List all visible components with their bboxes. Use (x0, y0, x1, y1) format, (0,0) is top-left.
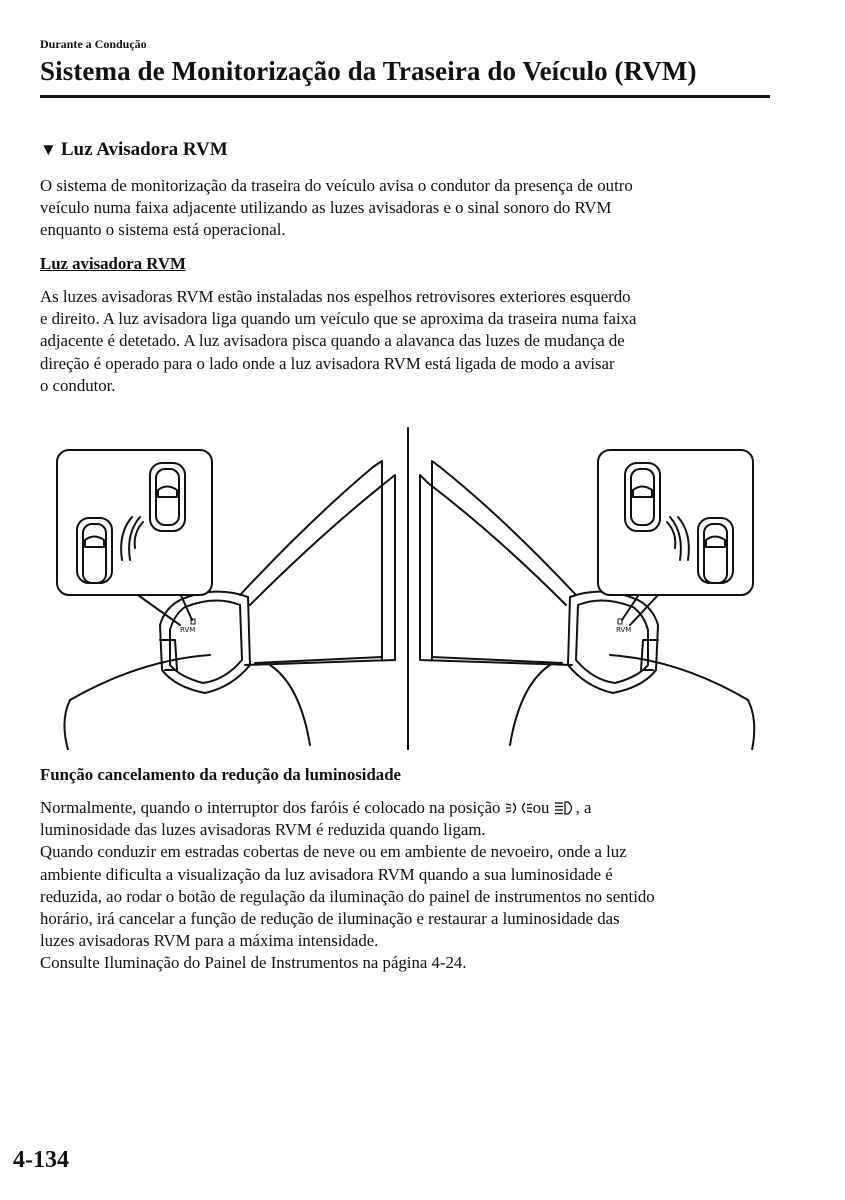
dimming-line: Consulte Iluminação do Painel de Instrumentos na página 4-24. (40, 953, 467, 973)
intro-line: veículo numa faixa adjacente utilizando as luzes avisadoras e o sinal sonoro do RVM (40, 198, 612, 218)
dimming-line (40, 797, 780, 819)
rvm-light-subheading: Luz avisadora RVM (40, 254, 186, 273)
parking-light-icon (505, 800, 533, 816)
headlight-icon (554, 800, 576, 816)
dimming-line: luminosidade das luzes avisadoras RVM é reduzida quando ligam. (40, 820, 486, 840)
title-rule (40, 95, 770, 98)
warning-light-heading (40, 139, 228, 161)
left-mirror-rvm-label: RVM (180, 626, 196, 634)
body-line: As luzes avisadoras RVM estão instaladas nos espelhos retrovisores exteriores esquerdo (40, 287, 631, 306)
body-line: adjacente é detetado. A luz avisadora pisca quando a alavanca das luzes de mudança de (40, 331, 625, 351)
mirror-illustration-svg (40, 425, 780, 750)
body-line: direção é operado para o lado onde a luz avisadora RVM está ligada de modo a avisar (40, 353, 615, 373)
dimming-line1-before: Normalmente, quando o interruptor dos faróis é colocado na posição (40, 798, 505, 817)
dimming-line1-after: , a (575, 798, 592, 817)
dimming-line: ambiente dificulta a visualização da luz avisadora RVM quando a sua luminosidade é (40, 864, 613, 884)
intro-line: enquanto o sistema está operacional. (40, 220, 286, 240)
rvm-light-paragraph (40, 286, 780, 397)
right-mirror-scene (420, 450, 754, 750)
mirror-illustration (40, 425, 780, 750)
triangle-marker-icon: ▼ (40, 140, 57, 159)
intro-line: O sistema de monitorização da traseira do veículo avisa o condutor da presença de outro (40, 176, 633, 195)
section-label: Durante a Condução (40, 37, 147, 51)
body-line: o condutor. (40, 375, 116, 395)
dimming-line: luzes avisadoras RVM para a máxima intensidade. (40, 931, 379, 951)
dimming-line: reduzida, ao rodar o botão de regulação da iluminação do painel de instrumentos no sentido (40, 886, 655, 906)
intro-paragraph (40, 175, 780, 242)
dimming-paragraph (40, 797, 780, 975)
dimming-line: Quando conduzir em estradas cobertas de neve ou em ambiente de nevoeiro, onde a luz (40, 842, 627, 862)
page-number: 4-134 (13, 1147, 69, 1173)
dimming-line: horário, irá cancelar a função de redução de iluminação e restaurar a luminosidade das (40, 909, 620, 929)
dimming-line1-or: ou (532, 798, 550, 817)
dimming-heading: Função cancelamento da redução da luminosidade (40, 765, 401, 784)
right-mirror-housing (568, 592, 658, 693)
warning-light-heading-text: Luz Avisadora RVM (60, 139, 228, 160)
right-mirror-rvm-label: RVM (616, 626, 632, 634)
body-line: e direito. A luz avisadora liga quando um veículo que se aproxima da traseira numa faixa (40, 309, 637, 329)
left-mirror-housing (160, 592, 250, 693)
left-mirror-scene (57, 450, 395, 750)
page-title: Sistema de Monitorização da Traseira do Veículo (RVM) (40, 56, 697, 86)
